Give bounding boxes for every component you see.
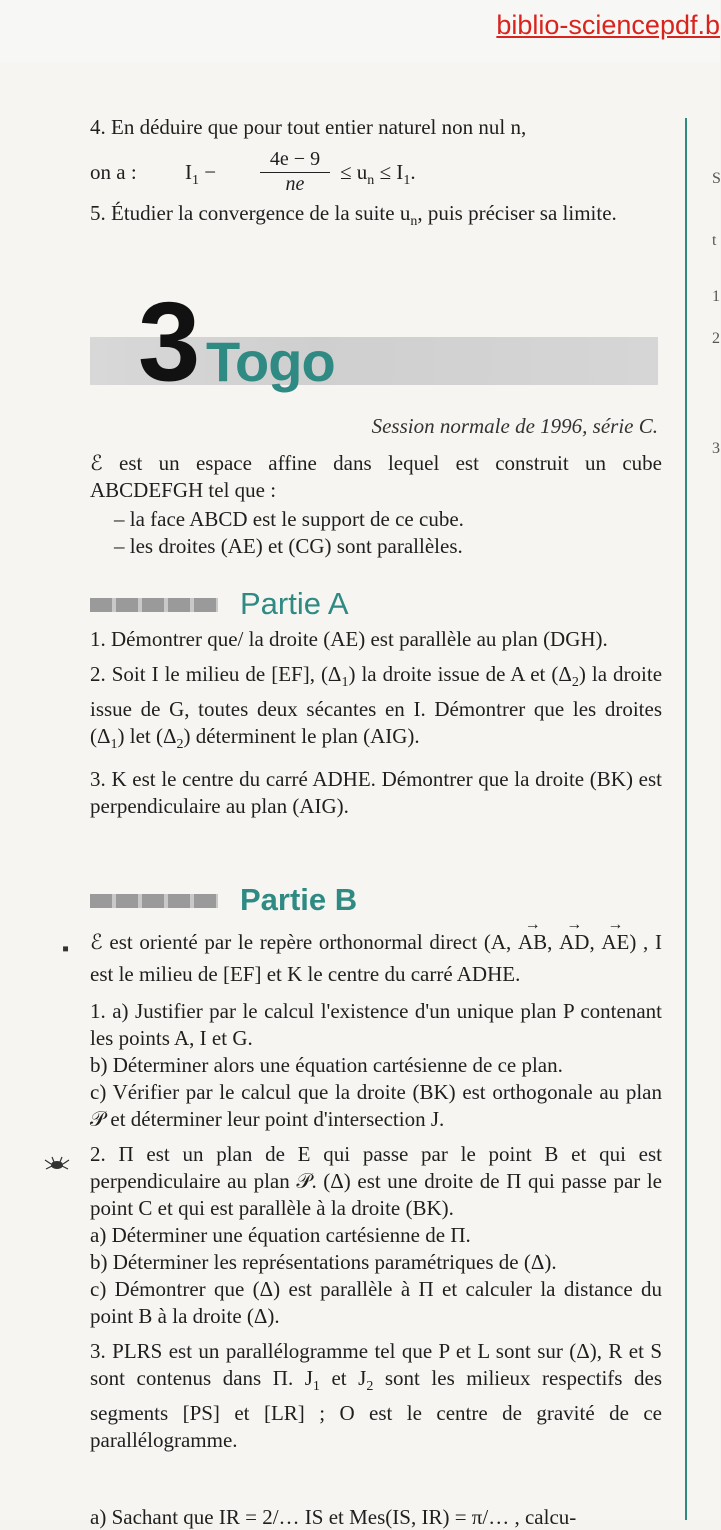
question-a1: 1. Démontrer que/ la droite (AE) est parallèle au plan (DGH). <box>90 627 608 651</box>
chapter-title: Togo <box>206 330 335 393</box>
inequality-formula <box>90 148 610 198</box>
chapter-number: 3 <box>138 279 197 404</box>
question-b2c: c) Démontrer que (Δ) est parallèle à Π et calculer la distance du point B à la droite (Δ). <box>90 1277 662 1328</box>
question-a2: 2. Soit I le milieu de [EF], $(\Delta_1)$ la droite issue de A et $(\Delta_2)$ la droite issue de G, toutes deux sécantes en I. Démontrer que les droites $(\Delta_1)$ let $(\Delta_2)$ déterminent le plan (AIG). <box>90 662 663 752</box>
column-divider <box>685 118 687 1520</box>
fraction-numerator: 4e − 9 <box>260 148 330 173</box>
question-b1a: 1. a) Justifier par le calcul l'existence d'un unique plan P contenant les points A, I et G. <box>90 999 662 1050</box>
site-link[interactable]: biblio-sciencepdf.b <box>496 10 720 40</box>
question-b1b: b) Déterminer alors une équation cartésienne de ce plan. <box>90 1053 563 1077</box>
browser-top-bar <box>0 0 720 63</box>
question-b2: 2. Π est un plan de E qui passe par le point B et qui est perpendiculaire au plan 𝒫. (Δ) est une droite de Π qui passe par le point C et qui est parallèle à la droite (BK). <box>90 1142 662 1220</box>
question-b3: 3. PLRS est un parallélogramme tel que P et L sont sur (Δ), R et S sont contenus dans Π. $J_1$ et $J_2$ sont les milieux respectifs des segments [PS] et [LR] ; O est le centre de gravité de ce parallélogramme. <box>90 1339 663 1452</box>
intro-item: – la face ABCD est le support de ce cube. <box>114 507 464 531</box>
partie-a-title: Partie A <box>240 586 349 621</box>
intro-line: ℰ est un espace affine dans lequel est construit un cube ABCDEFGH tel que : <box>90 451 662 502</box>
previous-exercise-text <box>90 114 662 149</box>
fraction-denominator: ne <box>285 173 305 195</box>
question-b1c: c) Vérifier par le calcul que la droite (BK) est orthogonale au plan 𝒫 et déterminer leur point d'intersection J. <box>90 1080 662 1131</box>
partie-b-title: Partie B <box>240 882 358 917</box>
insect-speck-icon <box>44 1155 70 1173</box>
question-a3: 3. K est le centre du carré ADHE. Démontrer que la droite (BK) est perpendiculaire au plan (AIG). <box>90 767 662 818</box>
formula-label: on a : <box>90 160 137 184</box>
intro-text <box>90 450 662 560</box>
partie-b-intro: ℰ est orienté par le repère orthonormal direct (A, → AB, → AD, → AE) , I est le milieu de [EF] et K le centre du carré ADHE. <box>90 926 662 990</box>
question-b2b: b) Déterminer les représentations paramétriques de (Δ). <box>90 1250 557 1274</box>
heading-bar <box>90 598 218 612</box>
margin-mark: ▪ <box>62 938 70 960</box>
fraction <box>260 148 330 196</box>
formula-i1: $I_1$ − <box>185 160 217 188</box>
intro-item: – les droites (AE) et (CG) sont parallèles. <box>114 534 463 558</box>
partie-a-heading <box>90 584 662 628</box>
question-b2a: a) Déterminer une équation cartésienne de Π. <box>90 1223 471 1247</box>
partie-a-questions <box>90 626 662 828</box>
session-subtitle: Session normale de 1996, série C. <box>371 414 658 438</box>
formula-rest: ≤ $u_n \le I_1$. <box>340 160 416 188</box>
heading-bar <box>90 894 218 908</box>
partie-b-questions <box>90 926 662 1462</box>
cut-off-line: a) Sachant que IR = 2/… IS et Mes(IS, IR) = π/… , calcu- <box>90 1505 577 1529</box>
question-5: 5. Étudier la convergence de la suite $u_n$, puis préciser sa limite. <box>90 201 617 229</box>
question-4-intro: 4. En déduire que pour tout entier naturel non nul n, <box>90 115 527 139</box>
